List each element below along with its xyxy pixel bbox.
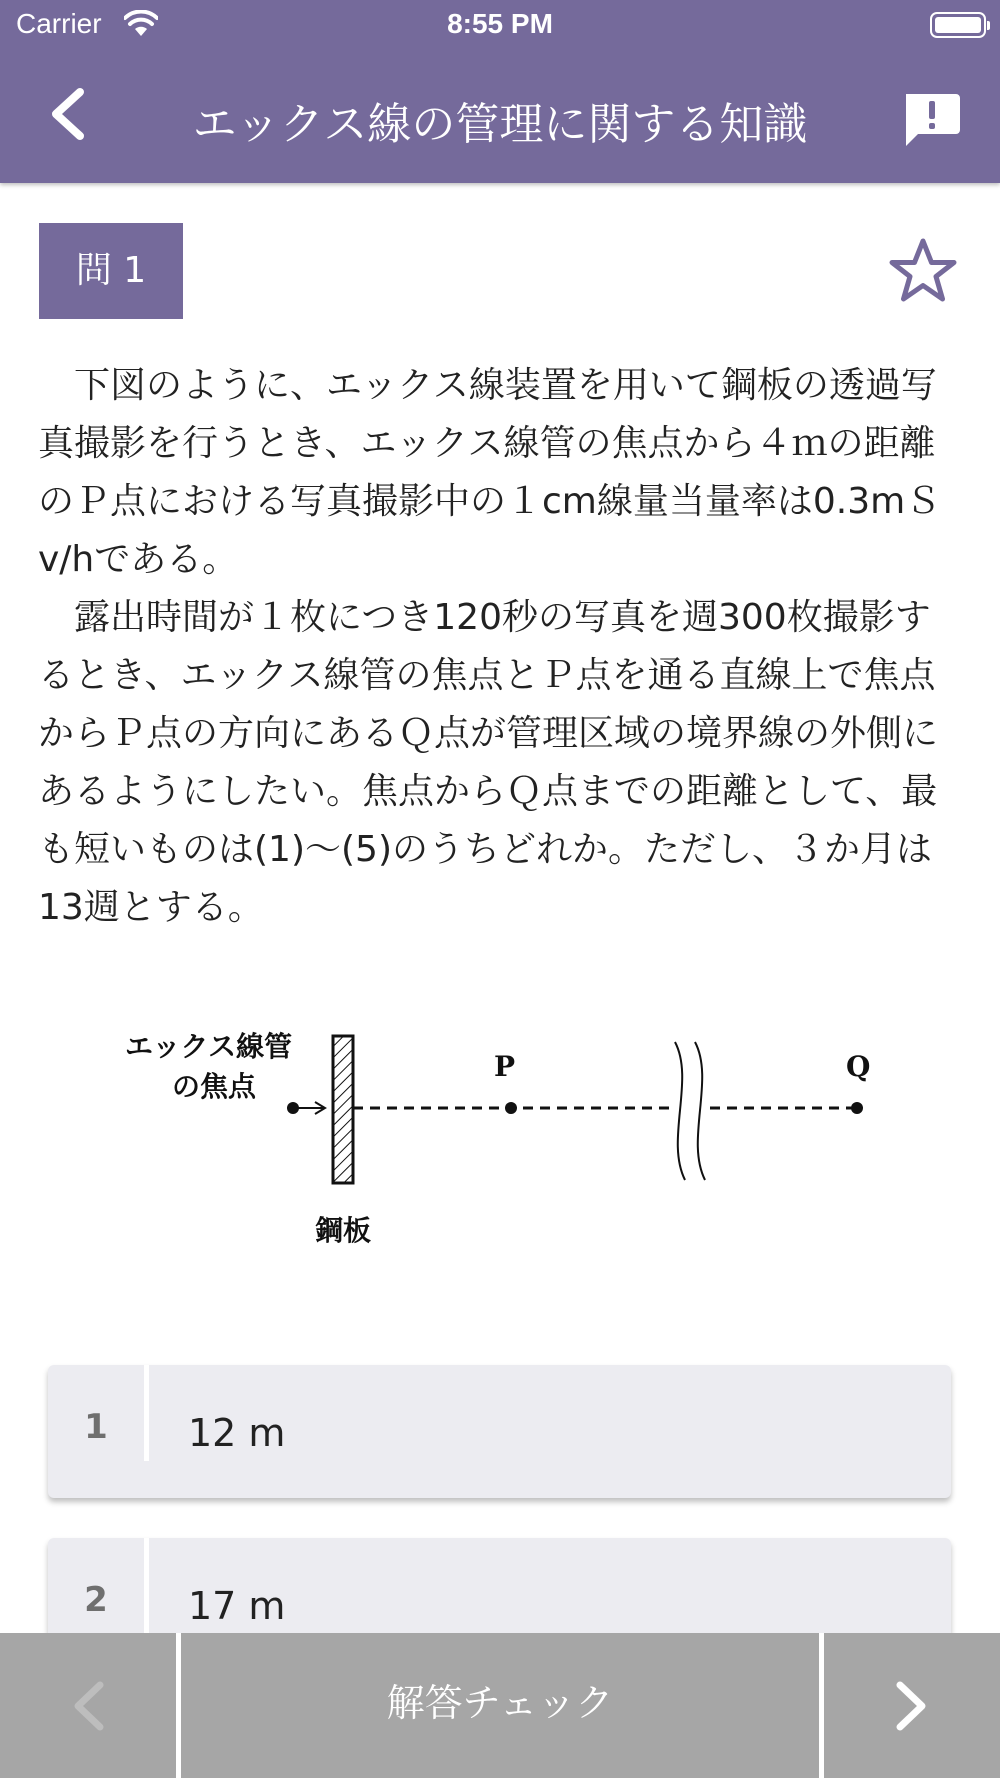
choice-number: 2 [84, 1580, 108, 1620]
choice-divider [144, 1365, 149, 1461]
question-paragraph: 下図のように、エックス線装置を用いて鋼板の透過写真撮影を行うとき、エックス線管の焦点から４ｍの距離のＰ点における写真撮影中の１cm線量当量率は0.3mＳv/hである。 [38, 365, 942, 580]
focus-label-line1: エックス線管 [125, 1030, 293, 1063]
back-button[interactable] [36, 84, 106, 144]
question-text [38, 357, 962, 937]
point-p [505, 1102, 517, 1114]
status-bar [0, 0, 1000, 50]
nav-header [0, 70, 1000, 160]
choice-1[interactable] [48, 1365, 951, 1498]
question-number-badge: 問 1 [39, 223, 183, 319]
choice-number: 1 [84, 1407, 108, 1447]
point-q-label: Q [846, 1050, 871, 1083]
clock: 8:55 PM [447, 8, 553, 39]
next-question-button[interactable] [824, 1633, 1000, 1778]
bottom-toolbar [0, 1633, 1000, 1778]
steel-plate [333, 1036, 353, 1183]
plate-label: 鋼板 [315, 1214, 372, 1247]
choice-divider [144, 1538, 149, 1634]
point-q [851, 1102, 863, 1114]
choice-text: 17 m [188, 1584, 286, 1628]
choice-text: 12 m [188, 1411, 286, 1455]
question-diagram [110, 1020, 890, 1260]
point-p-label: P [494, 1050, 516, 1083]
question-paragraph: 露出時間が１枚につき120秒の写真を週300枚撮影するとき、エックス線管の焦点とＰ点を通る直線上で焦点からＰ点の方向にあるＱ点が管理区域の境界線の外側にあるようにしたい。焦点からＱ点までの距離として、最も短いものは(1)～(5)のうちどれか。ただし、３か月は13週とする。 [38, 597, 939, 928]
navigation-bar [0, 0, 1000, 183]
star-icon[interactable] [888, 236, 958, 306]
carrier-label: Carrier [16, 8, 102, 39]
previous-question-button[interactable] [0, 1633, 176, 1778]
report-icon[interactable] [900, 90, 962, 148]
check-answer-button[interactable]: 解答チェック [176, 1633, 824, 1778]
page-title: エックス線の管理に関する知識 [192, 99, 808, 150]
focus-label-line2: の焦点 [172, 1070, 257, 1103]
battery-icon [930, 12, 986, 38]
